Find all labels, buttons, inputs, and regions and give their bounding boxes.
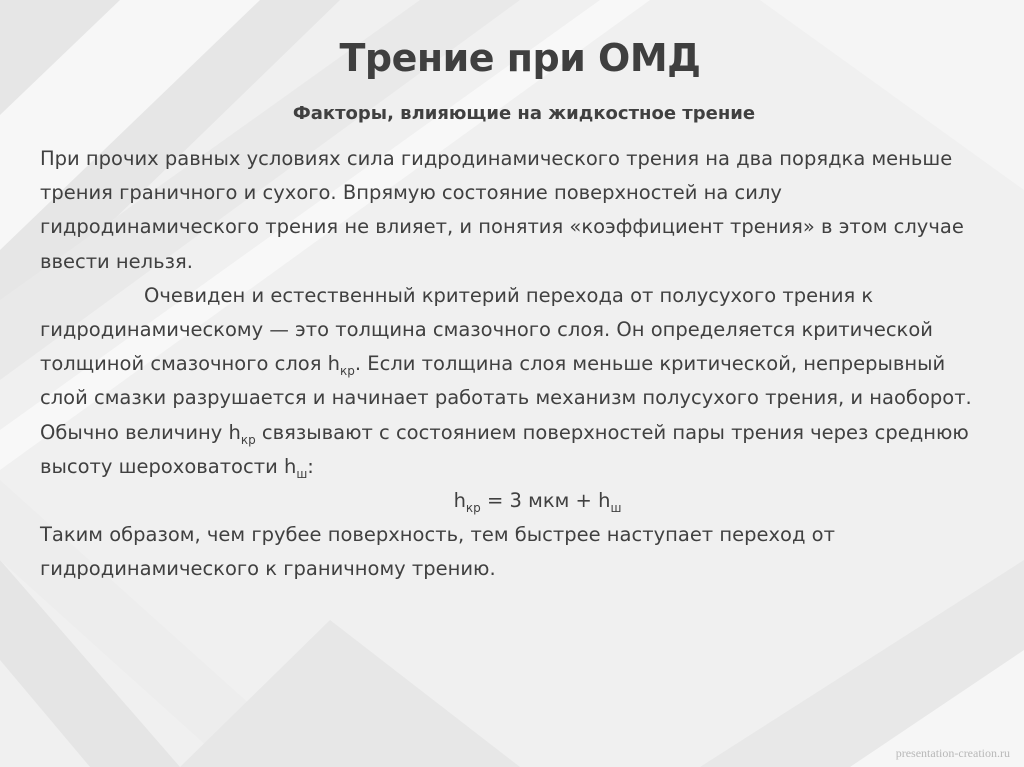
paragraph-text: связывают с состоянием поверхностей пары трения через среднюю высоту шероховатости h bbox=[40, 420, 969, 478]
subscript-sh: ш bbox=[296, 466, 308, 481]
subscript-kr: кр bbox=[240, 432, 256, 447]
subscript-kr: кр bbox=[340, 364, 355, 379]
paragraph-critical-thickness bbox=[40, 279, 975, 484]
watermark: presentation-creation.ru bbox=[895, 746, 1010, 760]
paragraph-conclusion: Таким образом, чем грубее поверхность, тем быстрее наступает переход от гидродинамического к граничному трению. bbox=[40, 523, 835, 581]
slide-title: Трение при ОМД bbox=[339, 36, 701, 80]
formula bbox=[40, 484, 975, 518]
formula-lhs: h bbox=[453, 489, 466, 513]
formula-middle: = 3 мкм + h bbox=[480, 489, 611, 513]
slide-subtitle: Факторы, влияющие на жидкостное трение bbox=[292, 103, 756, 124]
paragraph-text: . Если толщина слоя меньше критической, непрерывный слой смазки разрушается и начинает работать механизм полусухого трения, и наоборот. Обычно величину h bbox=[40, 352, 972, 444]
formula-rhs-subscript: ш bbox=[610, 501, 622, 516]
formula-lhs-subscript: кр bbox=[465, 501, 481, 516]
paragraph-text: : bbox=[307, 454, 314, 478]
paragraph-text: Очевиден и естественный критерий перехода от полусухого трения к гидродинамическому — это толщина смазочного слоя. Он определяется критической толщиной смазочного слоя h bbox=[40, 283, 933, 376]
slide-body bbox=[40, 142, 975, 587]
paragraph-general-conditions: При прочих равных условиях сила гидродинамического трения на два порядка меньше трения граничного и сухого. Впрямую состояние поверхностей на силу гидродинамического трения не влияет, и понятия «коэффициент трения» в этом случае ввести нельзя. bbox=[40, 147, 964, 273]
